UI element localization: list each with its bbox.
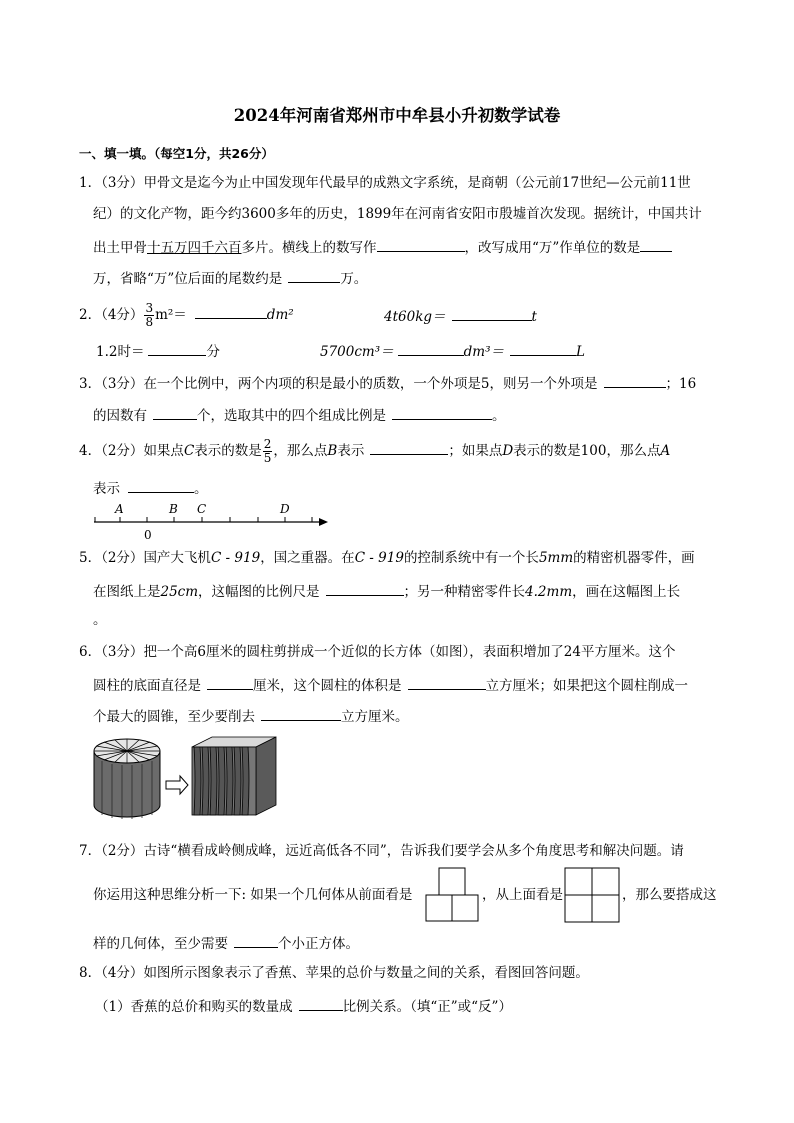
answer-blank[interactable]: [195, 303, 267, 319]
answer-blank[interactable]: [370, 439, 448, 455]
q5-line3: 。: [93, 612, 107, 628]
answer-blank[interactable]: [510, 340, 576, 356]
answer-blank[interactable]: [640, 236, 672, 252]
q2-line1: 2．（4分） $\frac{3}{8}$ m²＝ dm²: [79, 301, 294, 329]
cylinder-to-cuboid-figure: [88, 735, 280, 821]
answer-blank[interactable]: [128, 477, 194, 493]
q6-line1: 6．（3分）把一个高6厘米的圆柱剪拼成一个近似的长方体（如图），表面积增加了24平方厘米。这个: [79, 644, 676, 660]
q1-line1: 1．（3分）甲骨文是迄今为止中国发现年代最早的成熟文字系统，是商朝（公元前17世纪—公元前11世: [79, 175, 691, 191]
answer-blank[interactable]: [207, 674, 253, 690]
q7-line2-b: ，从上面看是: [482, 887, 563, 903]
q3-line2: 的因数有 个，选取其中的四个组成比例是 。: [93, 404, 506, 426]
q4-line1: 4．（2分）如果点C表示的数是 $\frac{2}{5}$ ，那么点B表示 ；如果点D表示的数是100，那么点A: [79, 437, 671, 465]
q2-b: 4t60kg＝ t: [384, 305, 537, 327]
q5-line1: 5．（2分）国产大飞机C - 919，国之重器。在C - 919的控制系统中有一个长5mm的精密机器零件，画: [79, 550, 695, 566]
answer-blank[interactable]: [408, 674, 486, 690]
q6-line2: 圆柱的底面直径是 厘米，这个圆柱的体积是 立方厘米；如果把这个圆柱削成一: [93, 674, 688, 696]
q1-line3: 出土甲骨十五万四千六百多片。横线上的数写作 ，改写成用“万”作单位的数是: [93, 236, 672, 258]
top-view-figure: [564, 867, 620, 923]
answer-blank[interactable]: [261, 705, 341, 721]
answer-blank[interactable]: [377, 236, 465, 252]
axis-label-D: D: [280, 502, 290, 516]
q7-line3: 样的几何体，至少需要 个小正方体。: [93, 932, 359, 954]
q8-line1: 8．（4分）如图所示图象表示了香蕉、苹果的总价与数量之间的关系，看图回答问题。: [79, 965, 589, 981]
q6-line3: 个最大的圆锥，至少要削去 立方厘米。: [93, 705, 409, 727]
front-view-figure: [425, 867, 479, 923]
answer-blank[interactable]: [153, 404, 197, 420]
answer-blank[interactable]: [452, 305, 532, 321]
number-line: [90, 498, 330, 542]
q1-line4: 万，省略“万”位后面的尾数约是 万。: [93, 267, 367, 289]
axis-label-A: A: [115, 502, 124, 516]
answer-blank[interactable]: [234, 932, 278, 948]
axis-label-C: C: [197, 502, 207, 516]
q4-line2: 表示 。: [93, 477, 208, 499]
cuboid-figure: [192, 737, 276, 815]
answer-blank[interactable]: [288, 267, 340, 283]
answer-blank[interactable]: [604, 372, 666, 388]
answer-blank[interactable]: [299, 995, 343, 1011]
answer-blank[interactable]: [392, 404, 492, 420]
page-title: 2024年河南省郑州市中牟县小升初数学试卷: [233, 106, 561, 125]
q7-line1: 7．（2分）古诗“横看成岭侧成峰，远近高低各不同”，告诉我们要学会从多个角度思考和解决问题。请: [79, 843, 684, 859]
answer-blank[interactable]: [148, 340, 206, 356]
answer-blank[interactable]: [398, 340, 464, 356]
q2-d: 5700cm³＝ dm³＝ L: [320, 340, 585, 362]
fraction: $\frac{2}{5}$: [263, 437, 272, 465]
section-heading: 一、填一填。（每空1分，共26分）: [79, 146, 274, 161]
q1-line2: 纪）的文化产物，距今约3600多年的历史，1899年在河南省安阳市殷墟首次发现。据统计，中国共计: [93, 206, 702, 222]
q7-line2-a: 你运用这种思维分析一下: 如果一个几何体从前面看是: [93, 887, 413, 903]
cylinder-figure: [94, 739, 160, 819]
q5-line2: 在图纸上是25cm，这幅图的比例尺是 ；另一种精密零件长4.2mm，画在这幅图上长: [93, 580, 680, 602]
axis-label-B: B: [169, 502, 178, 516]
q3-line1: 3．（3分）在一个比例中，两个内项的积是最小的质数，一个外项是5，则另一个外项是 ；16: [79, 372, 696, 394]
q7-line2-c: ，那么要搭成这: [622, 887, 717, 903]
q2-c: 1.2时＝ 分: [96, 340, 220, 362]
fraction: $\frac{3}{8}$: [145, 301, 154, 329]
q8-sub1: （1）香蕉的总价和购买的数量成 比例关系。（填“正”或“反”）: [95, 995, 512, 1017]
arrow-icon: [166, 776, 188, 794]
answer-blank[interactable]: [326, 580, 404, 596]
axis-zero-label: 0: [144, 528, 152, 542]
